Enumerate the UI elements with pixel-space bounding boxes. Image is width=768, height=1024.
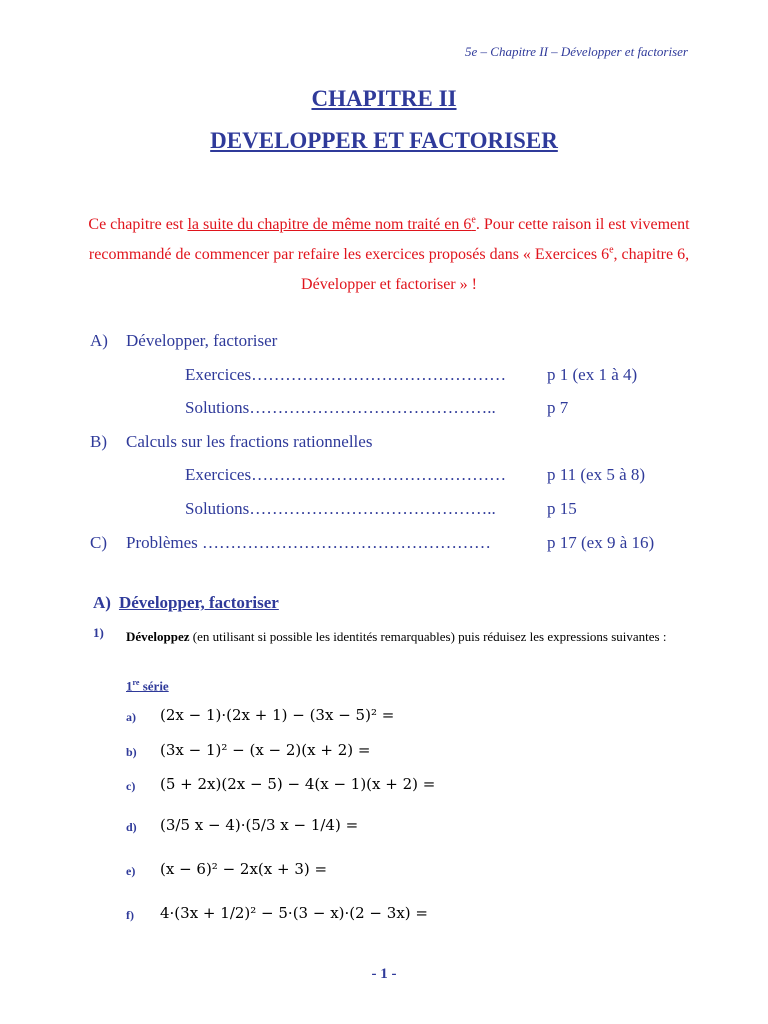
- section-letter: A): [93, 593, 111, 612]
- item-label-c: c): [126, 779, 136, 793]
- intro-text-3: . Pour cette raison il est vivement recommandé de commencer par refaire les exercices proposés dans « Exercices 6: [88, 216, 690, 263]
- intro-sup-2: e: [609, 244, 614, 256]
- intro-text-2: la suite du chapitre de même nom traité en 6: [187, 216, 472, 233]
- section-title: Développer, factoriser: [118, 593, 279, 612]
- item-label-b: b): [126, 745, 137, 759]
- toc-letter: B): [90, 431, 107, 451]
- toc-section-a[interactable]: [90, 328, 710, 362]
- toc-entry-page: p 7: [547, 398, 569, 418]
- serie-label: [126, 678, 169, 694]
- exercise-instructions: [126, 625, 688, 649]
- toc-entry-b-exercices[interactable]: [90, 462, 710, 496]
- toc-section-c[interactable]: [90, 530, 710, 564]
- serie-number: 1: [126, 678, 133, 694]
- intro-text-4: , chapitre 6, Développer et factoriser » !: [301, 246, 690, 293]
- toc-letter: C): [90, 532, 107, 552]
- formula-f: 4·(3x + 1/2)² − 5·(3 − x)·(2 − 3x) =: [160, 904, 428, 922]
- item-label-d: d): [126, 820, 137, 834]
- formula-e: (x − 6)² − 2x(x + 3) =: [160, 860, 328, 878]
- exercise-text: (en utilisant si possible les identités remarquables) puis réduisez les expressions suivantes :: [189, 629, 667, 644]
- toc-letter: A): [90, 331, 108, 350]
- serie-sup: re: [132, 678, 140, 687]
- running-header: 5e – Chapitre II – Développer et factoriser: [465, 44, 688, 59]
- section-heading: [93, 593, 279, 613]
- toc-section-b[interactable]: [90, 429, 710, 463]
- toc-title: Problèmes ……………………………………………: [126, 532, 492, 552]
- toc-entry-a-exercices[interactable]: [90, 362, 710, 396]
- formula-b: (3x − 1)² − (x − 2)(x + 2) =: [160, 741, 371, 759]
- toc-title: Développer, factoriser: [126, 331, 278, 350]
- serie-rest: série: [139, 678, 169, 694]
- formula-c: (5 + 2x)(2x − 5) − 4(x − 1)(x + 2) =: [160, 775, 436, 793]
- toc-entry-label: Solutions……………………………………..: [185, 398, 496, 418]
- toc-entry-page: p 15: [547, 498, 577, 518]
- intro-sup-1: e: [471, 214, 476, 226]
- item-label-e: e): [126, 864, 136, 878]
- table-of-contents: [90, 328, 710, 563]
- chapter-title: CHAPITRE II: [311, 86, 457, 111]
- item-label-f: f): [126, 908, 134, 922]
- toc-entry-a-solutions[interactable]: [90, 395, 710, 429]
- chapter-subtitle: DEVELOPPER ET FACTORISER: [210, 128, 558, 153]
- page-number: - 1 -: [371, 966, 397, 982]
- toc-entry-page: p 1 (ex 1 à 4): [547, 364, 638, 384]
- exercise-number: 1): [93, 625, 104, 640]
- toc-entry-label: Solutions……………………………………..: [185, 498, 496, 518]
- intro-text-1: Ce chapitre est: [88, 216, 188, 233]
- item-label-a: a): [126, 710, 136, 724]
- intro-text-underlined: [187, 216, 475, 233]
- toc-title: Calculs sur les fractions rationnelles: [126, 431, 373, 451]
- toc-entry-label: Exercices………………………………………: [185, 465, 507, 485]
- exercise-bold-word: Développez: [126, 629, 190, 644]
- toc-entry-page: p 17 (ex 9 à 16): [547, 532, 655, 552]
- toc-entry-b-solutions[interactable]: [90, 496, 710, 530]
- formula-d: (3/5 x − 4)·(5/3 x − 1/4) =: [160, 816, 359, 834]
- intro-paragraph: [84, 210, 694, 300]
- toc-entry-label: Exercices………………………………………: [185, 364, 507, 384]
- toc-entry-page: p 11 (ex 5 à 8): [547, 465, 646, 485]
- formula-a: (2x − 1)·(2x + 1) − (3x − 5)² =: [160, 706, 395, 724]
